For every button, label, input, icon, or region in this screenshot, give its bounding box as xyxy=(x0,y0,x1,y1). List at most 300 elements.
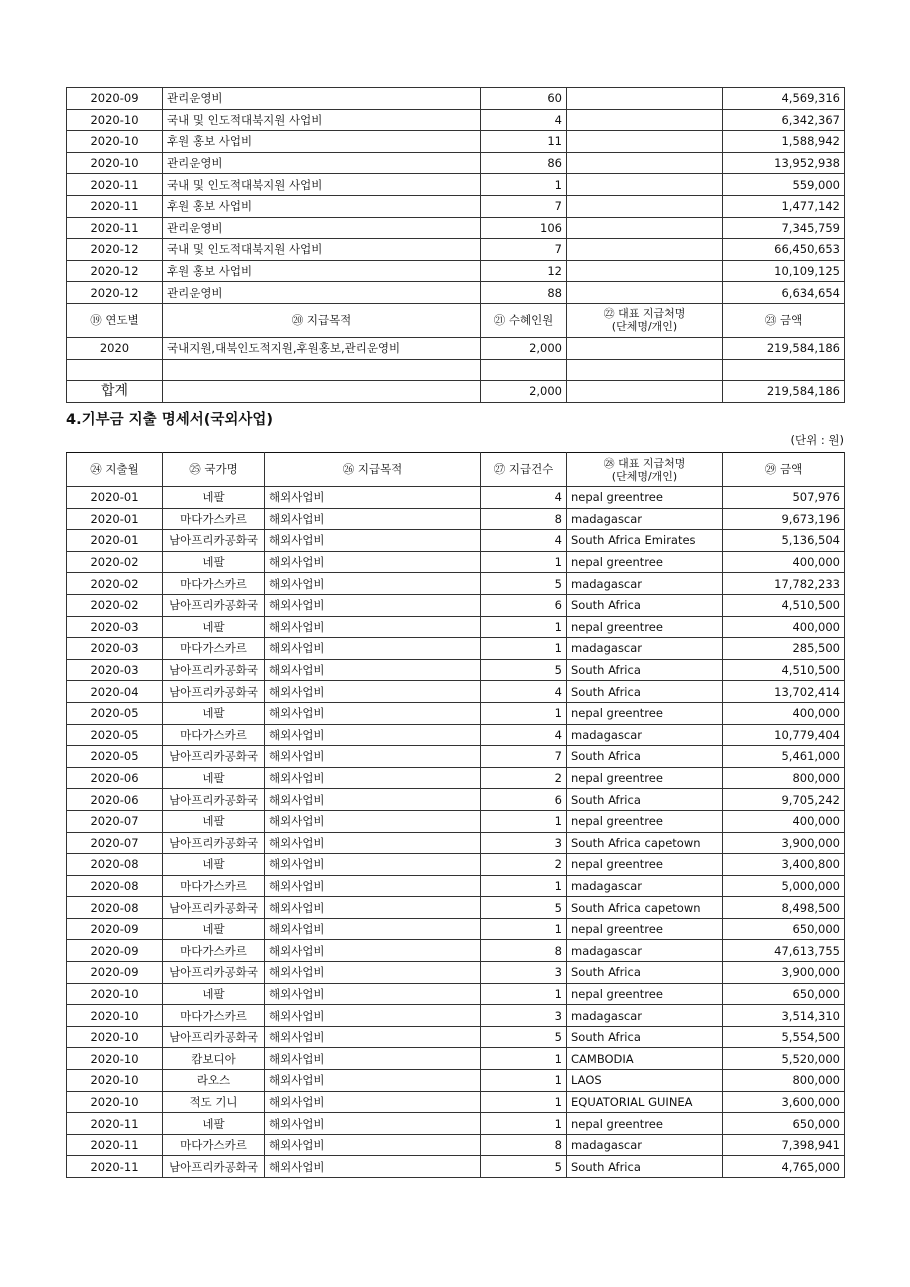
row-period: 2020-11 xyxy=(67,174,163,196)
table-row xyxy=(67,239,845,261)
row-recipient: South Africa Emirates xyxy=(567,530,723,552)
total-row xyxy=(67,381,845,403)
table-row xyxy=(67,832,845,854)
row-month: 2020-06 xyxy=(67,767,163,789)
row-purpose: 해외사업비 xyxy=(265,1070,481,1092)
row-amount: 800,000 xyxy=(723,1070,845,1092)
row-count: 4 xyxy=(481,109,567,131)
row-purpose: 해외사업비 xyxy=(265,1156,481,1178)
table-row xyxy=(67,1134,845,1156)
domestic-expense-table xyxy=(66,87,845,403)
row-amount: 3,400,800 xyxy=(723,854,845,876)
row-country: 남아프리카공화국 xyxy=(163,962,265,984)
table-row xyxy=(67,962,845,984)
row-purpose: 해외사업비 xyxy=(265,551,481,573)
row-count: 2 xyxy=(481,854,567,876)
row-month: 2020-09 xyxy=(67,918,163,940)
header-purpose: ㉖ 지급목적 xyxy=(265,453,481,487)
row-amount: 4,765,000 xyxy=(723,1156,845,1178)
row-country: 네팔 xyxy=(163,767,265,789)
row-month: 2020-03 xyxy=(67,616,163,638)
row-country: 네팔 xyxy=(163,918,265,940)
row-country: 마다가스카르 xyxy=(163,1005,265,1027)
table-row xyxy=(67,573,845,595)
row-country: 네팔 xyxy=(163,983,265,1005)
row-amount: 5,554,500 xyxy=(723,1026,845,1048)
table-row xyxy=(67,918,845,940)
row-amount: 5,136,504 xyxy=(723,530,845,552)
header-recipient-line2: (단체명/개인) xyxy=(611,469,678,483)
row-country: 네팔 xyxy=(163,810,265,832)
row-purpose: 해외사업비 xyxy=(265,875,481,897)
row-count: 1 xyxy=(481,983,567,1005)
row-recipient xyxy=(567,131,723,153)
row-count: 1 xyxy=(481,1070,567,1092)
row-amount: 6,634,654 xyxy=(723,282,845,304)
row-month: 2020-03 xyxy=(67,638,163,660)
row-period: 2020-11 xyxy=(67,195,163,217)
row-month: 2020-05 xyxy=(67,746,163,768)
table-row xyxy=(67,746,845,768)
row-month: 2020-03 xyxy=(67,659,163,681)
row-purpose: 해외사업비 xyxy=(265,962,481,984)
annual-year: 2020 xyxy=(67,337,163,359)
row-country: 마다가스카르 xyxy=(163,638,265,660)
row-recipient: nepal greentree xyxy=(567,702,723,724)
row-amount: 507,976 xyxy=(723,487,845,509)
row-purpose: 해외사업비 xyxy=(265,487,481,509)
header-recipient-line1: ㉒ 대표 지급처명 xyxy=(603,307,686,321)
row-month: 2020-05 xyxy=(67,724,163,746)
row-count: 1 xyxy=(481,638,567,660)
row-country: 남아프리카공화국 xyxy=(163,594,265,616)
row-amount: 5,000,000 xyxy=(723,875,845,897)
row-purpose: 관리운영비 xyxy=(163,88,481,110)
row-country: 네팔 xyxy=(163,551,265,573)
unit-label: (단위 : 원) xyxy=(790,433,844,447)
row-count: 1 xyxy=(481,1048,567,1070)
row-count: 88 xyxy=(481,282,567,304)
row-recipient: nepal greentree xyxy=(567,767,723,789)
row-amount: 1,588,942 xyxy=(723,131,845,153)
row-purpose: 해외사업비 xyxy=(265,530,481,552)
header-recipient xyxy=(567,303,723,337)
row-recipient xyxy=(567,217,723,239)
row-count: 3 xyxy=(481,962,567,984)
empty-cell xyxy=(67,359,163,381)
row-count: 1 xyxy=(481,702,567,724)
total-recipient xyxy=(567,381,723,403)
header-recipient-line2: (단체명/개인) xyxy=(611,320,678,334)
row-count: 12 xyxy=(481,260,567,282)
header-count: ㉗ 지급건수 xyxy=(481,453,567,487)
row-amount: 66,450,653 xyxy=(723,239,845,261)
row-recipient xyxy=(567,174,723,196)
overseas-expense-rows xyxy=(67,487,845,1178)
header-recipient xyxy=(567,453,723,487)
row-count: 5 xyxy=(481,573,567,595)
row-amount: 7,345,759 xyxy=(723,217,845,239)
row-month: 2020-09 xyxy=(67,940,163,962)
row-purpose: 해외사업비 xyxy=(265,854,481,876)
row-month: 2020-02 xyxy=(67,594,163,616)
row-count: 5 xyxy=(481,1156,567,1178)
row-purpose: 해외사업비 xyxy=(265,659,481,681)
row-count: 8 xyxy=(481,940,567,962)
row-period: 2020-10 xyxy=(67,152,163,174)
row-purpose: 국내 및 인도적대북지원 사업비 xyxy=(163,174,481,196)
row-purpose: 해외사업비 xyxy=(265,681,481,703)
row-purpose: 후원 홍보 사업비 xyxy=(163,260,481,282)
table-row xyxy=(67,131,845,153)
table-row xyxy=(67,1113,845,1135)
row-country: 남아프리카공화국 xyxy=(163,897,265,919)
row-count: 6 xyxy=(481,594,567,616)
row-purpose: 해외사업비 xyxy=(265,918,481,940)
table-row xyxy=(67,88,845,110)
table-row xyxy=(67,681,845,703)
row-count: 4 xyxy=(481,724,567,746)
table-row xyxy=(67,530,845,552)
table-row xyxy=(67,217,845,239)
table-row xyxy=(67,594,845,616)
row-country: 네팔 xyxy=(163,854,265,876)
table-row xyxy=(67,983,845,1005)
row-recipient xyxy=(567,195,723,217)
row-recipient: madagascar xyxy=(567,1005,723,1027)
row-purpose: 해외사업비 xyxy=(265,594,481,616)
row-country: 남아프리카공화국 xyxy=(163,681,265,703)
row-period: 2020-10 xyxy=(67,109,163,131)
row-month: 2020-01 xyxy=(67,487,163,509)
row-month: 2020-07 xyxy=(67,832,163,854)
row-purpose: 후원 홍보 사업비 xyxy=(163,195,481,217)
row-month: 2020-10 xyxy=(67,1026,163,1048)
annual-purpose: 국내지원,대북인도적지원,후원홍보,관리운영비 xyxy=(163,337,481,359)
row-country: 마다가스카르 xyxy=(163,940,265,962)
table-row xyxy=(67,1005,845,1027)
row-amount: 650,000 xyxy=(723,918,845,940)
row-count: 86 xyxy=(481,152,567,174)
overseas-expense-table xyxy=(66,452,845,1178)
header-purpose: ⑳ 지급목적 xyxy=(163,303,481,337)
row-purpose: 해외사업비 xyxy=(265,1134,481,1156)
row-purpose: 해외사업비 xyxy=(265,767,481,789)
row-country: 남아프리카공화국 xyxy=(163,1026,265,1048)
row-month: 2020-11 xyxy=(67,1134,163,1156)
row-period: 2020-12 xyxy=(67,260,163,282)
row-count: 1 xyxy=(481,918,567,940)
row-recipient: LAOS xyxy=(567,1070,723,1092)
row-amount: 4,510,500 xyxy=(723,659,845,681)
empty-cell xyxy=(481,359,567,381)
row-country: 마다가스카르 xyxy=(163,508,265,530)
header-beneficiaries: ㉑ 수혜인원 xyxy=(481,303,567,337)
row-month: 2020-10 xyxy=(67,1048,163,1070)
row-count: 4 xyxy=(481,681,567,703)
total-purpose xyxy=(163,381,481,403)
row-purpose: 해외사업비 xyxy=(265,746,481,768)
row-country: 적도 기니 xyxy=(163,1091,265,1113)
table-row xyxy=(67,789,845,811)
row-month: 2020-10 xyxy=(67,1070,163,1092)
row-count: 106 xyxy=(481,217,567,239)
row-count: 7 xyxy=(481,239,567,261)
row-amount: 1,477,142 xyxy=(723,195,845,217)
table-row xyxy=(67,940,845,962)
table-row xyxy=(67,282,845,304)
row-month: 2020-06 xyxy=(67,789,163,811)
row-period: 2020-09 xyxy=(67,88,163,110)
row-amount: 10,109,125 xyxy=(723,260,845,282)
row-month: 2020-08 xyxy=(67,854,163,876)
row-amount: 400,000 xyxy=(723,702,845,724)
table-row xyxy=(67,616,845,638)
row-recipient xyxy=(567,109,723,131)
row-amount: 400,000 xyxy=(723,551,845,573)
row-country: 남아프리카공화국 xyxy=(163,659,265,681)
row-amount: 559,000 xyxy=(723,174,845,196)
empty-row xyxy=(67,359,845,381)
row-recipient: nepal greentree xyxy=(567,487,723,509)
row-purpose: 후원 홍보 사업비 xyxy=(163,131,481,153)
row-count: 1 xyxy=(481,1091,567,1113)
row-country: 네팔 xyxy=(163,487,265,509)
row-amount: 13,702,414 xyxy=(723,681,845,703)
table-row xyxy=(67,810,845,832)
empty-cell xyxy=(567,359,723,381)
table-row xyxy=(67,152,845,174)
table-row xyxy=(67,638,845,660)
row-amount: 5,520,000 xyxy=(723,1048,845,1070)
row-amount: 47,613,755 xyxy=(723,940,845,962)
row-country: 남아프리카공화국 xyxy=(163,746,265,768)
table-row xyxy=(67,551,845,573)
row-amount: 3,514,310 xyxy=(723,1005,845,1027)
table-row xyxy=(67,260,845,282)
row-recipient: nepal greentree xyxy=(567,983,723,1005)
row-purpose: 해외사업비 xyxy=(265,789,481,811)
row-month: 2020-11 xyxy=(67,1113,163,1135)
row-count: 5 xyxy=(481,1026,567,1048)
table-row xyxy=(67,767,845,789)
table-row xyxy=(67,487,845,509)
row-amount: 13,952,938 xyxy=(723,152,845,174)
row-purpose: 관리운영비 xyxy=(163,217,481,239)
header-month: ㉔ 지출월 xyxy=(67,453,163,487)
table-row xyxy=(67,724,845,746)
table-row xyxy=(67,875,845,897)
row-count: 5 xyxy=(481,897,567,919)
total-label: 합계 xyxy=(67,381,163,403)
row-period: 2020-11 xyxy=(67,217,163,239)
row-count: 1 xyxy=(481,1113,567,1135)
row-purpose: 해외사업비 xyxy=(265,810,481,832)
total-count: 2,000 xyxy=(481,381,567,403)
row-recipient: nepal greentree xyxy=(567,551,723,573)
table-row xyxy=(67,1048,845,1070)
row-recipient: South Africa xyxy=(567,659,723,681)
header-amount: ㉙ 금액 xyxy=(723,453,845,487)
row-purpose: 국내 및 인도적대북지원 사업비 xyxy=(163,239,481,261)
row-recipient xyxy=(567,239,723,261)
row-purpose: 국내 및 인도적대북지원 사업비 xyxy=(163,109,481,131)
table-row xyxy=(67,1070,845,1092)
row-recipient: nepal greentree xyxy=(567,854,723,876)
row-count: 3 xyxy=(481,832,567,854)
row-recipient: madagascar xyxy=(567,638,723,660)
header-year: ⑲ 연도별 xyxy=(67,303,163,337)
row-count: 5 xyxy=(481,659,567,681)
row-month: 2020-01 xyxy=(67,530,163,552)
row-amount: 7,398,941 xyxy=(723,1134,845,1156)
table-row xyxy=(67,1156,845,1178)
empty-cell xyxy=(163,359,481,381)
row-count: 7 xyxy=(481,195,567,217)
row-count: 8 xyxy=(481,508,567,530)
annual-recipient xyxy=(567,337,723,359)
row-country: 남아프리카공화국 xyxy=(163,832,265,854)
row-country: 네팔 xyxy=(163,1113,265,1135)
row-amount: 3,600,000 xyxy=(723,1091,845,1113)
row-country: 남아프리카공화국 xyxy=(163,1156,265,1178)
row-recipient: South Africa xyxy=(567,681,723,703)
row-recipient: South Africa capetown xyxy=(567,897,723,919)
row-recipient: South Africa xyxy=(567,962,723,984)
row-purpose: 해외사업비 xyxy=(265,1005,481,1027)
row-count: 1 xyxy=(481,810,567,832)
row-recipient: nepal greentree xyxy=(567,1113,723,1135)
row-amount: 285,500 xyxy=(723,638,845,660)
row-recipient: nepal greentree xyxy=(567,810,723,832)
row-purpose: 관리운영비 xyxy=(163,282,481,304)
row-count: 1 xyxy=(481,174,567,196)
overseas-header-row xyxy=(67,453,845,487)
total-amount: 219,584,186 xyxy=(723,381,845,403)
row-purpose: 해외사업비 xyxy=(265,940,481,962)
row-month: 2020-02 xyxy=(67,573,163,595)
row-country: 마다가스카르 xyxy=(163,875,265,897)
row-purpose: 관리운영비 xyxy=(163,152,481,174)
section-title: 4.기부금 지출 명세서(국외사업) xyxy=(66,412,274,428)
annual-summary-row xyxy=(67,337,845,359)
row-amount: 8,498,500 xyxy=(723,897,845,919)
row-month: 2020-11 xyxy=(67,1156,163,1178)
row-recipient: South Africa xyxy=(567,594,723,616)
table-row xyxy=(67,659,845,681)
row-purpose: 해외사업비 xyxy=(265,724,481,746)
row-purpose: 해외사업비 xyxy=(265,573,481,595)
table-row xyxy=(67,897,845,919)
row-count: 7 xyxy=(481,746,567,768)
row-amount: 5,461,000 xyxy=(723,746,845,768)
row-recipient: EQUATORIAL GUINEA xyxy=(567,1091,723,1113)
row-recipient xyxy=(567,152,723,174)
row-country: 라오스 xyxy=(163,1070,265,1092)
row-count: 11 xyxy=(481,131,567,153)
row-country: 네팔 xyxy=(163,616,265,638)
row-month: 2020-01 xyxy=(67,508,163,530)
row-recipient xyxy=(567,282,723,304)
row-country: 남아프리카공화국 xyxy=(163,530,265,552)
row-recipient: South Africa capetown xyxy=(567,832,723,854)
row-month: 2020-10 xyxy=(67,1091,163,1113)
row-recipient: CAMBODIA xyxy=(567,1048,723,1070)
row-recipient: South Africa xyxy=(567,1156,723,1178)
table-row xyxy=(67,195,845,217)
row-purpose: 해외사업비 xyxy=(265,832,481,854)
row-amount: 400,000 xyxy=(723,616,845,638)
row-purpose: 해외사업비 xyxy=(265,897,481,919)
row-month: 2020-07 xyxy=(67,810,163,832)
row-amount: 3,900,000 xyxy=(723,832,845,854)
table-row xyxy=(67,1091,845,1113)
table-row xyxy=(67,854,845,876)
row-count: 4 xyxy=(481,530,567,552)
row-country: 네팔 xyxy=(163,702,265,724)
row-recipient: nepal greentree xyxy=(567,918,723,940)
row-amount: 9,673,196 xyxy=(723,508,845,530)
row-period: 2020-12 xyxy=(67,282,163,304)
annual-count: 2,000 xyxy=(481,337,567,359)
row-recipient: South Africa xyxy=(567,789,723,811)
row-country: 마다가스카르 xyxy=(163,573,265,595)
row-month: 2020-10 xyxy=(67,983,163,1005)
row-amount: 10,779,404 xyxy=(723,724,845,746)
row-month: 2020-08 xyxy=(67,897,163,919)
row-amount: 650,000 xyxy=(723,983,845,1005)
row-period: 2020-10 xyxy=(67,131,163,153)
row-count: 2 xyxy=(481,767,567,789)
row-recipient: South Africa xyxy=(567,1026,723,1048)
row-recipient xyxy=(567,88,723,110)
row-recipient: South Africa xyxy=(567,746,723,768)
row-period: 2020-12 xyxy=(67,239,163,261)
row-purpose: 해외사업비 xyxy=(265,983,481,1005)
row-amount: 3,900,000 xyxy=(723,962,845,984)
annual-amount: 219,584,186 xyxy=(723,337,845,359)
row-count: 1 xyxy=(481,875,567,897)
header-recipient-line1: ㉘ 대표 지급처명 xyxy=(603,456,686,470)
row-purpose: 해외사업비 xyxy=(265,1113,481,1135)
row-month: 2020-04 xyxy=(67,681,163,703)
row-purpose: 해외사업비 xyxy=(265,1091,481,1113)
table-row xyxy=(67,702,845,724)
row-purpose: 해외사업비 xyxy=(265,508,481,530)
row-month: 2020-02 xyxy=(67,551,163,573)
row-country: 마다가스카르 xyxy=(163,724,265,746)
table-row xyxy=(67,1026,845,1048)
row-amount: 800,000 xyxy=(723,767,845,789)
annual-summary-header-row xyxy=(67,303,845,337)
row-count: 6 xyxy=(481,789,567,811)
row-count: 8 xyxy=(481,1134,567,1156)
row-amount: 400,000 xyxy=(723,810,845,832)
row-amount: 9,705,242 xyxy=(723,789,845,811)
row-country: 남아프리카공화국 xyxy=(163,789,265,811)
row-recipient xyxy=(567,260,723,282)
domestic-expense-rows xyxy=(67,88,845,304)
row-recipient: madagascar xyxy=(567,573,723,595)
row-purpose: 해외사업비 xyxy=(265,702,481,724)
row-recipient: madagascar xyxy=(567,508,723,530)
table-row xyxy=(67,174,845,196)
row-purpose: 해외사업비 xyxy=(265,638,481,660)
row-purpose: 해외사업비 xyxy=(265,1026,481,1048)
row-amount: 6,342,367 xyxy=(723,109,845,131)
row-recipient: madagascar xyxy=(567,875,723,897)
row-count: 1 xyxy=(481,551,567,573)
